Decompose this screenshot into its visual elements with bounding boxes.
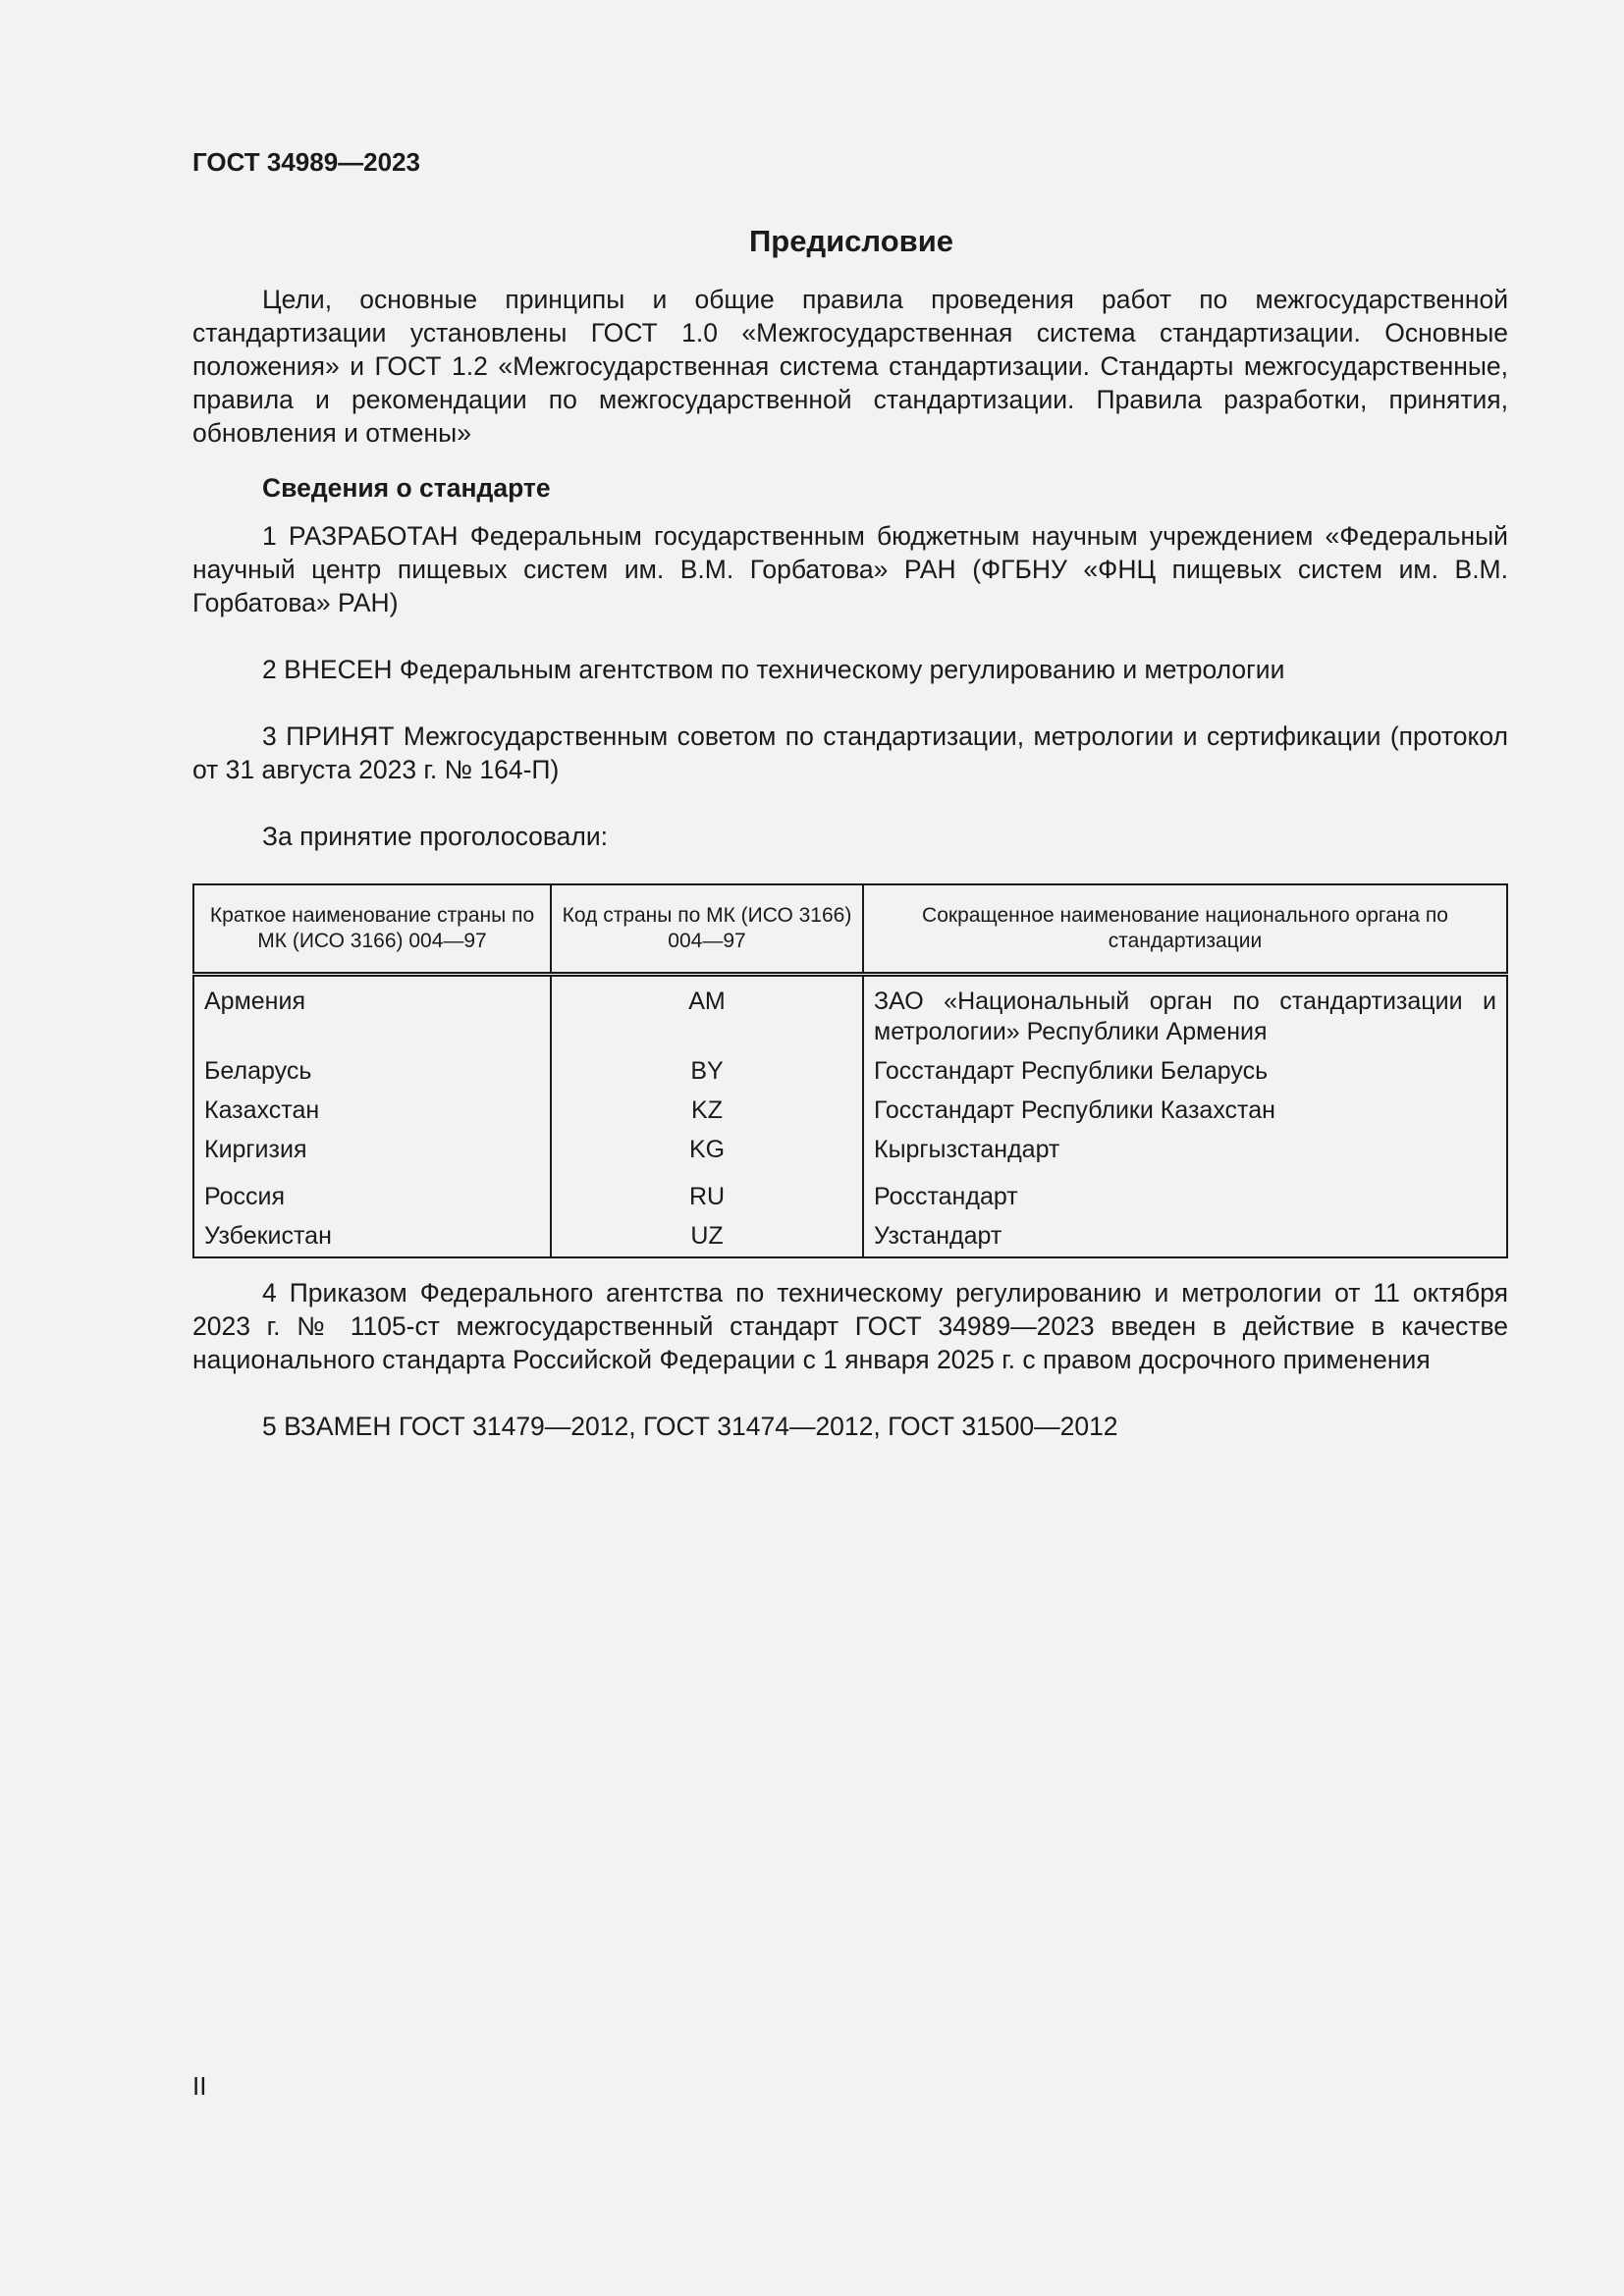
table-header-row [193, 884, 1507, 975]
header-country-name: Краткое наименование страны по МК (ИСО 3166) 004—97 [193, 884, 551, 975]
table-row [193, 1170, 1507, 1217]
country-code: RU [551, 1170, 863, 1217]
country-name: Беларусь [193, 1052, 551, 1092]
national-body: Кыргызстандарт [874, 1136, 1060, 1163]
item-4-enacted: 4 Приказом Федерального агентства по техническому регулированию и метрологии от 11 октября 2023 г. № 1105-ст межгосударственный стандарт ГОСТ 34989—2023 введен в действие в качестве национального стандарта Российской Федерации с 1 января 2025 г. с правом досрочного применения [192, 1278, 1508, 1374]
item-1-developed: 1 РАЗРАБОТАН Федеральным государственным бюджетным научным учреждением «Федеральный научный центр пищевых систем им. В.М. Горбатова» РАН (ФГБНУ «ФНЦ пищевых систем им. В.М. Горбатова» РАН) [192, 521, 1508, 617]
country-code: KG [551, 1131, 863, 1170]
intro-paragraph: Цели, основные принципы и общие правила проведения работ по межгосударственной стандартизации установлены ГОСТ 1.0 «Межгосударственная система стандартизации. Основные положения» и ГОСТ 1.2 «Межгосударственная система стандартизации. Стандарты межгосударственные, правила и рекомендации по межгосударственной стандартизации. Правила разработки, принятия, обновления и отмены» [192, 285, 1508, 448]
table-row [193, 1092, 1507, 1131]
voting-countries-table [192, 883, 1508, 1258]
item-2-introduced: 2 ВНЕСЕН Федеральным агентством по техническому регулированию и метрологии [262, 655, 1285, 684]
country-code: UZ [551, 1217, 863, 1257]
standard-info-heading: Сведения о стандарте [262, 473, 551, 503]
document-header: ГОСТ 34989—2023 [192, 147, 420, 177]
country-name: Армения [193, 975, 551, 1053]
country-code: BY [551, 1052, 863, 1092]
page-number: II [192, 2071, 207, 2101]
foreword-body [192, 283, 1508, 853]
national-body: ЗАО «Национальный орган по стандартизации и метрологии» Республики Армения [874, 988, 1496, 1045]
national-body: Госстандарт Республики Беларусь [874, 1057, 1269, 1085]
table-row [193, 1131, 1507, 1170]
national-body: Госстандарт Республики Казахстан [874, 1096, 1275, 1124]
table-row [193, 975, 1507, 1053]
item-3-adopted: 3 ПРИНЯТ Межгосударственным советом по стандартизации, метрологии и сертификации (протокол от 31 августа 2023 г. № 164-П) [192, 721, 1508, 784]
country-name: Россия [193, 1170, 551, 1217]
header-national-body: Сокращенное наименование национального органа по стандартизации [863, 884, 1507, 975]
country-name: Казахстан [193, 1092, 551, 1131]
table-row [193, 1217, 1507, 1257]
country-name: Узбекистан [193, 1217, 551, 1257]
country-code: KZ [551, 1092, 863, 1131]
page-title: Предисловие [748, 224, 953, 258]
country-name: Киргизия [193, 1131, 551, 1170]
vote-label: За принятие проголосовали: [262, 822, 609, 851]
national-body: Росстандарт [874, 1183, 1018, 1210]
foreword-body-continued [192, 1276, 1508, 1476]
table-row [193, 1052, 1507, 1092]
item-5-replaces: 5 ВЗАМЕН ГОСТ 31479—2012, ГОСТ 31474—2012, ГОСТ 31500—2012 [262, 1412, 1118, 1441]
national-body: Узстандарт [874, 1222, 1002, 1250]
header-country-code: Код страны по МК (ИСО 3166) 004—97 [551, 884, 863, 975]
country-code: AM [551, 975, 863, 1053]
